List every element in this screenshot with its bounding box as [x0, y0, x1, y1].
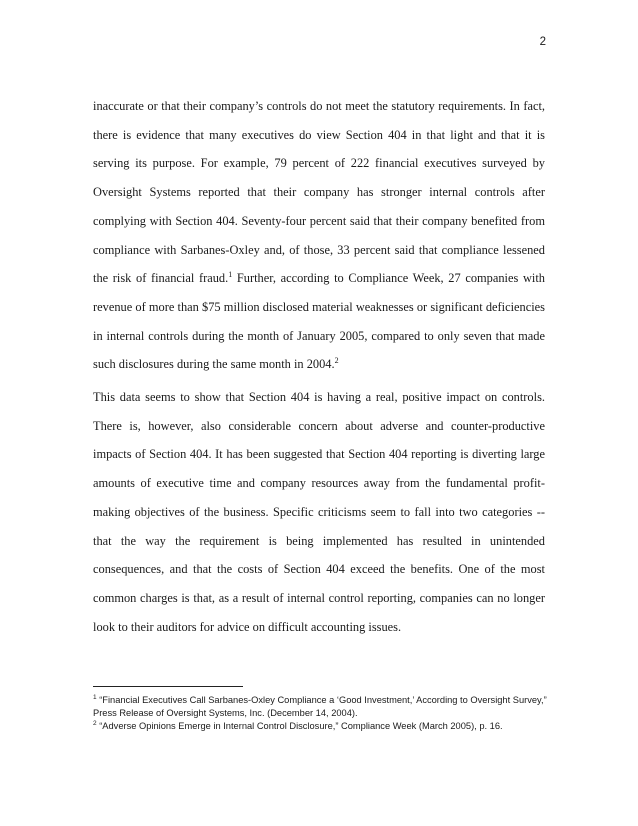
paragraph-text: Further, according to Compliance Week, 27 companies with revenue of more than $75 million disclosed material weaknesses or significant deficiencies in internal controls during the month of January 2005, compared to only seven that made such disclosures during the same month in 2004.	[93, 271, 545, 372]
footnote-text: “Financial Executives Call Sarbanes-Oxley Compliance a ‘Good Investment,’ According to Oversight Survey,” Press Release of Oversight Systems, Inc. (December 14, 2004).	[93, 695, 547, 718]
footnote	[93, 694, 553, 720]
footnote-reference: 2	[334, 356, 339, 366]
footnote-text: “Adverse Opinions Emerge in Internal Control Disclosure,” Compliance Week (March 2005), p. 16.	[96, 721, 503, 731]
footnote	[93, 720, 553, 733]
footnotes	[93, 694, 553, 733]
footnote-marker: 2	[93, 719, 97, 727]
paragraph-text: inaccurate or that their company’s controls do not meet the statutory requirements. In fact, there is evidence that many executives do view Section 404 in that light and that it is serving its purpose. For example, 79 percent of 222 financial executives surveyed by Oversight Systems reported that their company has stronger internal controls after complying with Section 404. Seventy-four percent said that their company benefited from compliance with Sarbanes-Oxley and, of those, 33 percent said that compliance lessened the risk of financial fraud.	[93, 99, 545, 286]
paragraph	[93, 92, 545, 379]
footnote-separator	[93, 686, 243, 687]
footnote-marker: 1	[93, 693, 97, 701]
paragraph	[93, 383, 545, 641]
page-number: 2	[539, 36, 546, 48]
paragraph-text: This data seems to show that Section 404 is having a real, positive impact on controls. There is, however, also considerable concern about adverse and counter-productive impacts of Section 404. It has been suggested that Section 404 reporting is diverting large amounts of executive time and company resources away from the fundamental profit-making objectives of the business. Specific criticisms seem to fall into two categories -- that the way the requirement is being implemented has resulted in unintended consequences, and that the costs of Section 404 exceed the benefits. One of the most common charges is that, as a result of internal control reporting, companies can no longer look to their auditors for advice on difficult accounting issues.	[93, 390, 545, 634]
footnote-reference: 1	[228, 270, 233, 280]
body-text	[93, 92, 545, 641]
